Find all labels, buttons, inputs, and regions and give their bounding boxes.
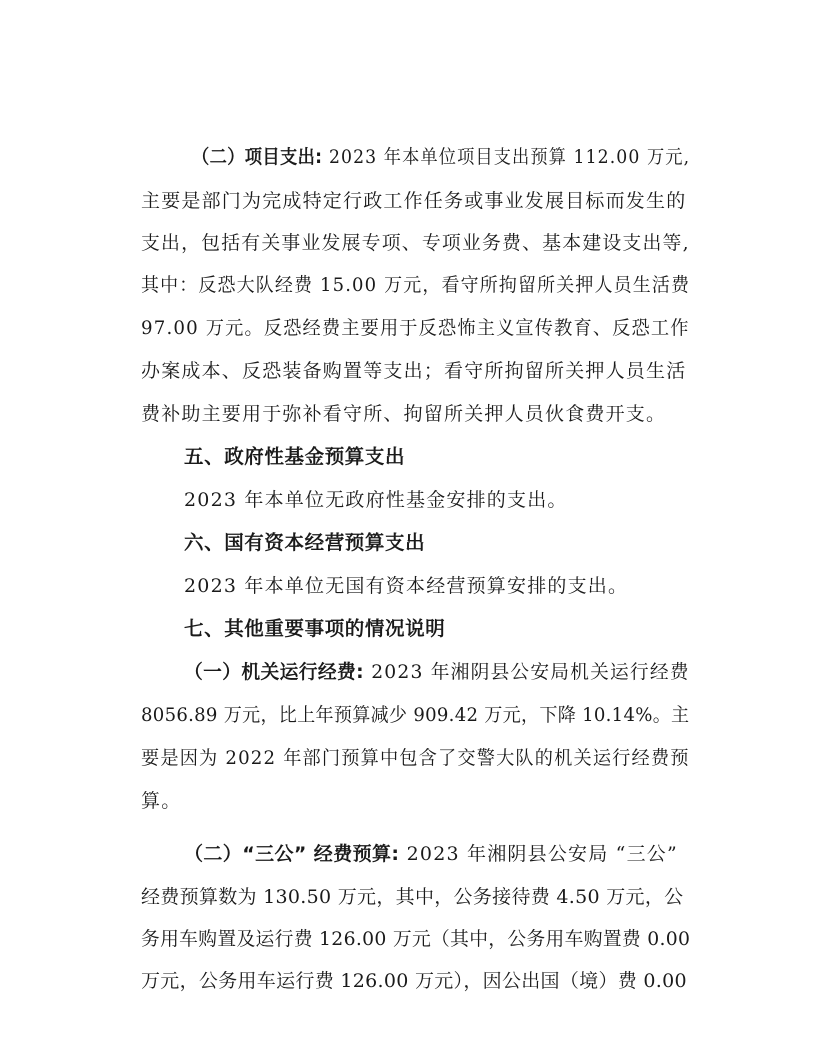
project-expense-text-1: 主要是部门为完成特定行政工作任务或事业发展目标而发生的 — [141, 190, 687, 212]
project-expense-text-2: 支出，包括有关事业发展专项、专项业务费、基本建设支出等, — [141, 232, 690, 254]
operating-expense-lead: （一）机关运行经费: — [184, 661, 365, 683]
operating-expense-text-2: 要是因为 2022 年部门预算中包含了交警大队的机关运行经费预 — [141, 747, 690, 769]
three-public-lead: （二）“三公” 经费预算: — [184, 843, 400, 865]
project-expense-lead: （二）项目支出: — [192, 146, 323, 168]
operating-expense-first-line — [184, 655, 690, 689]
section6-text: 2023 年本单位无国有资本经营预算安排的支出。 — [184, 575, 629, 597]
three-public-first-line — [184, 837, 678, 871]
three-public-text-1: 经费预算数为 130.50 万元，其中，公务接待费 4.50 万元，公 — [141, 886, 684, 908]
project-expense-text-6: 费补助主要用于弥补看守所、拘留所关押人员伙食费开支。 — [141, 403, 667, 425]
three-public-text-0: 2023 年湘阴县公安局 “三公” — [399, 843, 678, 865]
three-public-text-2: 务用车购置及运行费 126.00 万元（其中，公务用车购置费 0.00 — [141, 928, 691, 950]
project-expense-text-0: 2023 年本单位项目支出预算 112.00 万元, — [322, 146, 691, 168]
project-expense-first-line — [192, 140, 690, 174]
section6-heading: 六、国有资本经营预算支出 — [184, 531, 426, 554]
operating-expense-text-3: 算。 — [141, 790, 182, 812]
operating-expense-text-1: 8056.89 万元，比上年预算减少 909.42 万元，下降 10.14%。主 — [141, 704, 690, 726]
project-expense-text-4: 97.00 万元。反恐经费主要用于反恐怖主义宣传教育、反恐工作 — [141, 317, 690, 339]
section5-text: 2023 年本单位无政府性基金安排的支出。 — [184, 489, 568, 511]
three-public-text-3: 万元，公务用车运行费 126.00 万元），因公出国（境）费 0.00 — [141, 970, 687, 992]
section5-heading: 五、政府性基金预算支出 — [184, 445, 406, 468]
operating-expense-text-0: 2023 年湘阴县公安局机关运行经费 — [364, 661, 690, 683]
section7-heading: 七、其他重要事项的情况说明 — [184, 617, 446, 640]
project-expense-text-3: 其中：反恐大队经费 15.00 万元，看守所拘留所关押人员生活费 — [141, 274, 691, 296]
project-expense-text-5: 办案成本、反恐装备购置等支出；看守所拘留所关押人员生活 — [141, 360, 687, 382]
